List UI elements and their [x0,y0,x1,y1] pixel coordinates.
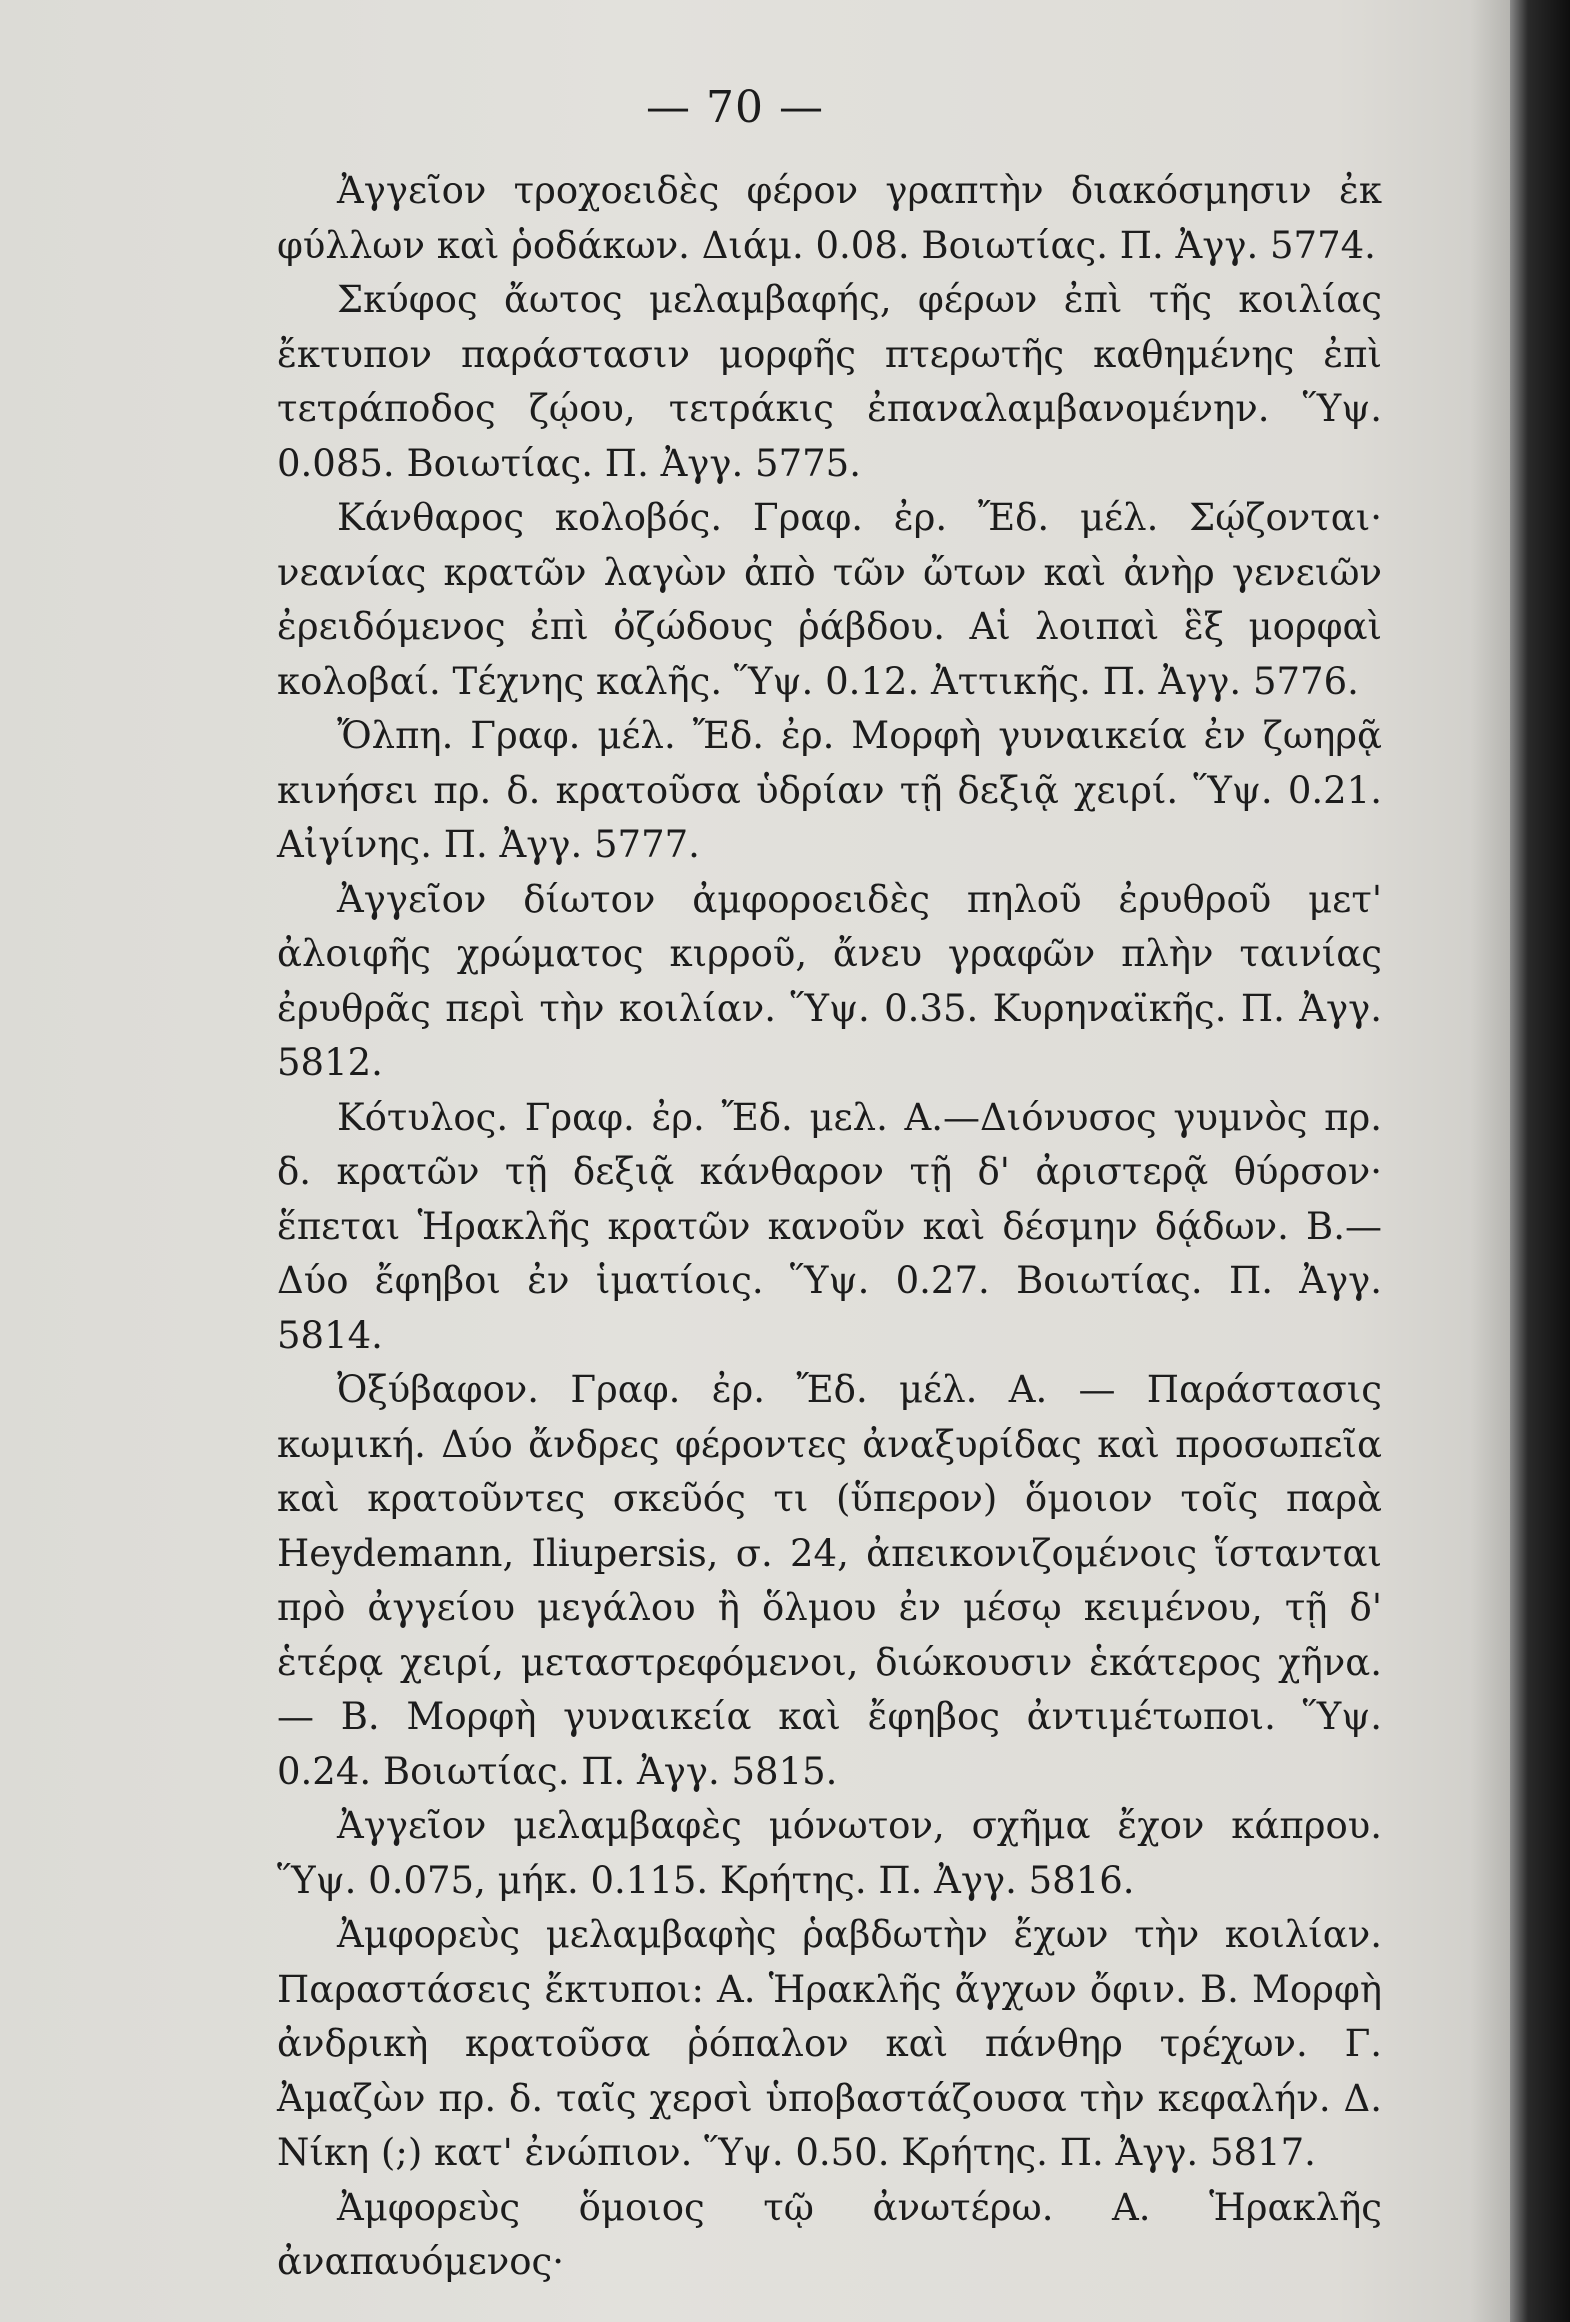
catalogue-text [277,164,1382,2290]
entry-5816: Ἀγγεῖον μελαμβαφὲς μόνωτον, σχῆμα ἔχον κάπρου. Ὕψ. 0.075, μήκ. 0.115. Κρήτης. Π. Ἀγγ. 5816. [277,1804,1382,1902]
entry-5812: Ἀγγεῖον δίωτον ἀμφοροειδὲς πηλοῦ ἐρυθροῦ μετ' ἀλοιφῆς χρώματος κιρροῦ, ἄνευ γραφῶν πλὴν ταινίας ἐρυθρᾶς περὶ τὴν κοιλίαν. Ὕψ. 0.35. Κυρηναϊκῆς. Π. Ἀγγ. 5812. [277,877,1382,1084]
entry-5777: Ὄλπη. Γραφ. μέλ. Ἔδ. ἐρ. Μορφὴ γυναικεία ἐν ζωηρᾷ κινήσει πρ. δ. κρατοῦσα ὑδρίαν τῇ δεξιᾷ χειρί. Ὕψ. 0.21. Αἰγίνης. Π. Ἀγγ. 5777. [277,714,1382,866]
entry-5817: Ἀμφορεὺς μελαμβαφὴς ῥαβδωτὴν ἔχων τὴν κοιλίαν. Παραστάσεις ἔκτυποι: Α. Ἡρακλῆς ἄγχων ὄφιν. Β. Μορφὴ ἀνδρικὴ κρατοῦσα ῥόπαλον καὶ πάνθηρ τρέχων. Γ. Ἀμαζὼν πρ. δ. ταῖς χερσὶ ὑποβαστάζουσα τὴν κεφαλήν. Δ. Νίκη (;) κατ' ἐνώπιον. Ὕψ. 0.50. Κρήτης. Π. Ἀγγ. 5817. [277,1913,1382,2174]
page-edge [1510,0,1570,2322]
entry-5776: Κάνθαρος κολοβός. Γραφ. ἐρ. Ἔδ. μέλ. Σῴζονται· νεανίας κρατῶν λαγὼν ἀπὸ τῶν ὤτων καὶ ἀνὴρ γενειῶν ἐρειδόμενος ἐπὶ ὀζώδους ῥάβδου. Αἱ λοιπαὶ ἓξ μορφαὶ κολοβαί. Τέχνης καλῆς. Ὕψ. 0.12. Ἀττικῆς. Π. Ἀγγ. 5776. [277,496,1382,703]
page-gutter-shadow [1470,0,1510,2322]
entry-5775: Σκύφος ἄωτος μελαμβαφής, φέρων ἐπὶ τῆς κοιλίας ἔκτυπον παράστασιν μορφῆς πτερωτῆς καθημένης ἐπὶ τετράποδος ζῴου, τετράκις ἐπαναλαμβανομένην. Ὕψ. 0.085. Βοιωτίας. Π. Ἀγγ. 5775. [277,278,1382,485]
page-number: — 70 — [646,82,824,133]
entry-5814: Κότυλος. Γραφ. ἐρ. Ἔδ. μελ. Α.—Διόνυσος γυμνὸς πρ. δ. κρατῶν τῇ δεξιᾷ κάνθαρον τῇ δ' ἀριστερᾷ θύρσον· ἕπεται Ἡρακλῆς κρατῶν κανοῦν καὶ δέσμην δᾴδων. Β.—Δύο ἔφηβοι ἐν ἱματίοις. Ὕψ. 0.27. Βοιωτίας. Π. Ἀγγ. 5814. [277,1095,1382,1357]
entry-continued: Ἀμφορεὺς ὅμοιος τῷ ἀνωτέρω. Α. Ἡρακλῆς ἀναπαυόμενος· [277,2185,1382,2283]
entry-5815: Ὀξύβαφον. Γραφ. ἐρ. Ἔδ. μέλ. Α. — Παράστασις κωμική. Δύο ἄνδρες φέροντες ἀναξυρίδας καὶ προσωπεῖα καὶ κρατοῦντες σκεῦός τι (ὕπερον) ὅμοιον τοῖς παρὰ Heydemann, Iliupersis, σ. 24, ἀπεικονιζομένοις ἵστανται πρὸ ἀγγείου μεγάλου ἢ ὅλμου ἐν μέσῳ κειμένου, τῇ δ' ἑτέρᾳ χειρί, μεταστρεφόμενοι, διώκουσιν ἑκάτερος χῆνα. — Β. Μορφὴ γυναικεία καὶ ἔφηβος ἀντιμέτωποι. Ὕψ. 0.24. Βοιωτίας. Π. Ἀγγ. 5815. [277,1368,1382,1793]
entry-5774: Ἀγγεῖον τροχοειδὲς φέρον γραπτὴν διακόσμησιν ἐκ φύλλων καὶ ῥοδάκων. Διάμ. 0.08. Βοιωτίας. Π. Ἀγγ. 5774. [277,169,1382,267]
